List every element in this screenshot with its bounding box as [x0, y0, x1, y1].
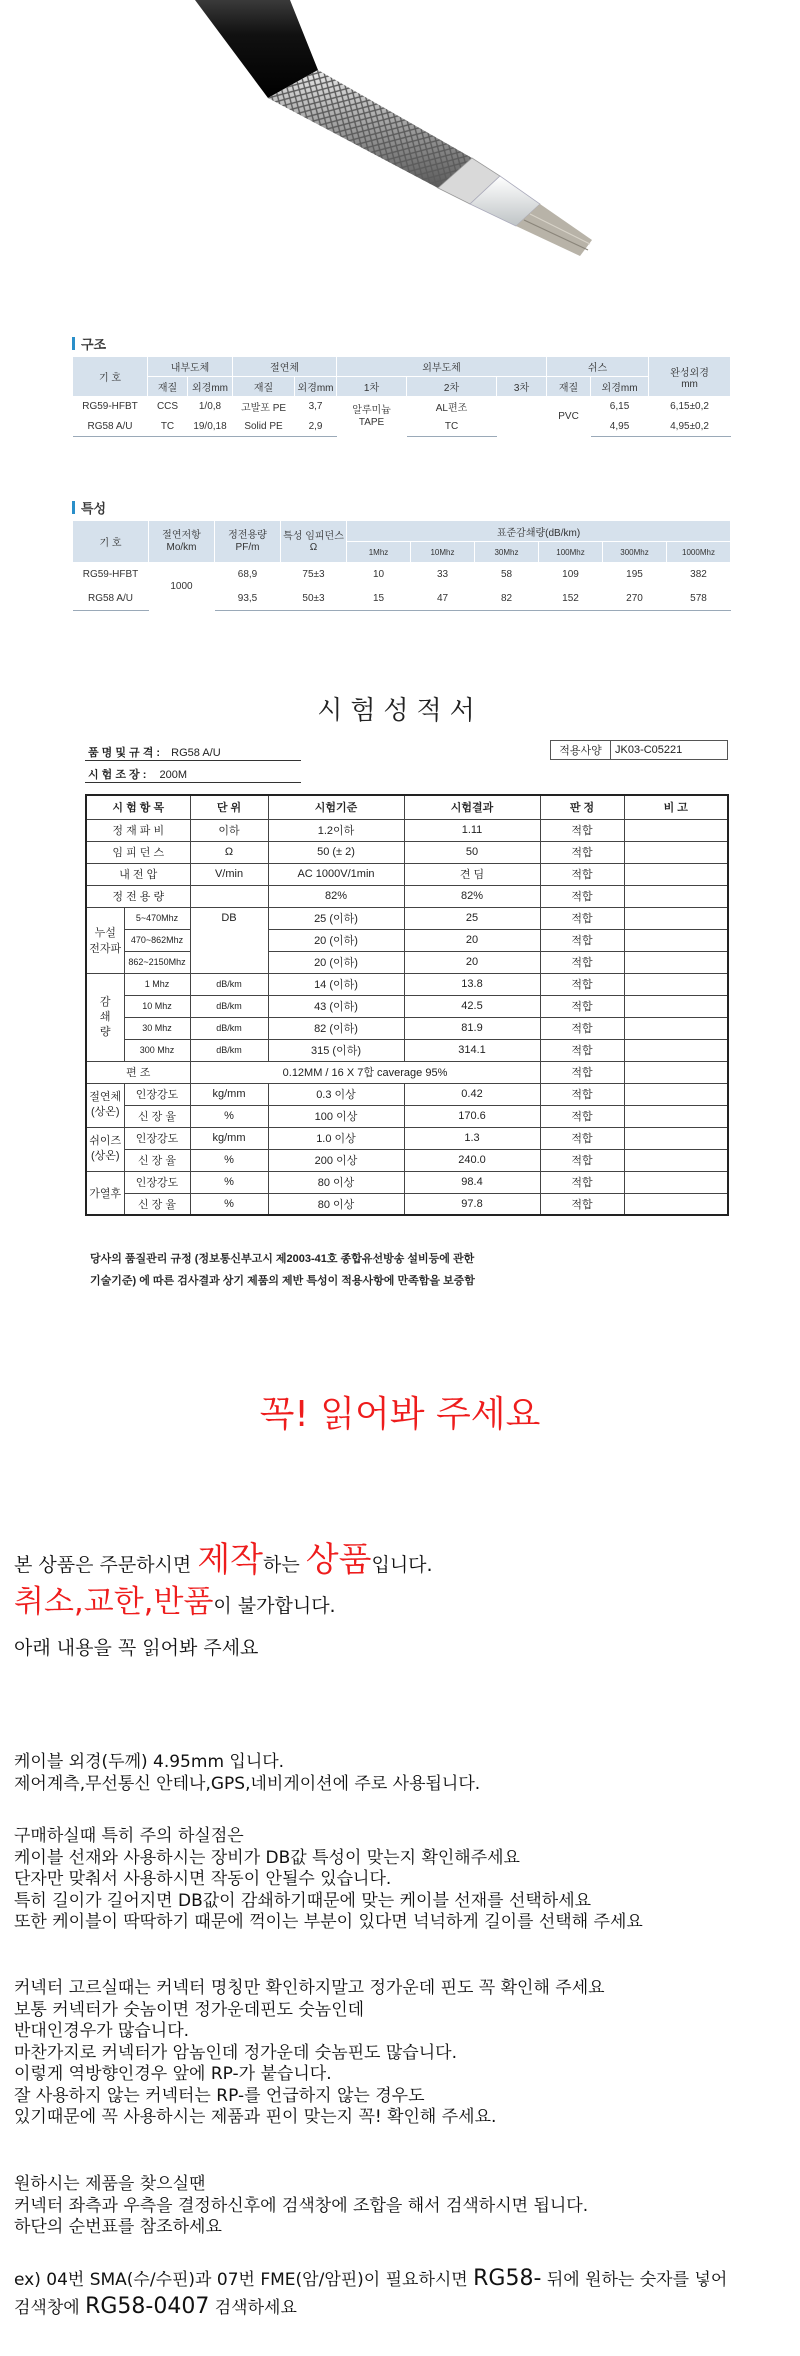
cell: 인장강도: [124, 1171, 190, 1193]
cell: [624, 995, 728, 1017]
text-line: 케이블 선재와 사용하시는 장비가 DB값 특성이 맞는지 확인해주세요: [14, 1847, 520, 1868]
structure-section-title: [72, 334, 106, 353]
paragraph-connector: [14, 1978, 605, 2129]
cell: 10 Mhz: [124, 995, 190, 1017]
table-row: [86, 1039, 728, 1061]
col-resistance: [149, 521, 215, 563]
read-below-line: 아래 내용을 꼭 읽어봐 주세요: [14, 1637, 259, 1659]
table-row: [86, 1171, 728, 1193]
cable-shape: [195, 0, 592, 256]
text-line: 반대인경우가 많습니다.: [14, 2021, 190, 2041]
cell: 42.5: [404, 995, 540, 1017]
text-line: [14, 2268, 727, 2292]
cell: 알루미늄 TAPE: [337, 397, 407, 437]
cell: 적합: [540, 1061, 624, 1083]
table-row: [86, 995, 728, 1017]
cell: 내 전 압: [86, 863, 190, 885]
sub-od: 외경mm: [295, 377, 337, 397]
text-line: 이렇게 역방향인경우 앞에 RP-가 붙습니다.: [14, 2064, 332, 2084]
cell: 4,95: [591, 417, 649, 437]
table-row: [86, 863, 728, 885]
certificate-table: [85, 794, 729, 1216]
cell: 20 (이하): [268, 951, 404, 973]
col-finished: [649, 357, 731, 397]
cell: 15: [347, 587, 411, 611]
length-label: 시 험 조 장 :: [88, 769, 147, 781]
cell: [624, 863, 728, 885]
table-row: [86, 907, 728, 929]
cell: V/min: [190, 863, 268, 885]
cell: 1/0,8: [188, 397, 233, 417]
col-insulation: 절연체: [233, 357, 337, 377]
impedance-unit: Ω: [309, 541, 318, 553]
cell: 82%: [268, 885, 404, 907]
text: 뒤에 원하는 숫자를 넣어: [541, 2270, 728, 2290]
cell: 80 이상: [268, 1171, 404, 1193]
freq-header: 1Mhz: [347, 542, 411, 563]
cell: 97.8: [404, 1193, 540, 1215]
freq-header: 30Mhz: [475, 542, 539, 563]
text-line: 하단의 순번표를 참조하세요: [14, 2217, 222, 2237]
text-line: 원하시는 제품을 찾으실땐: [14, 2174, 206, 2194]
cell: 195: [603, 563, 667, 587]
paragraph-caution: [14, 1826, 643, 1934]
cell: 170.6: [404, 1105, 540, 1127]
group-cell: 쉬이즈 (상온): [86, 1127, 124, 1171]
standard-label: 적용사양: [551, 741, 611, 759]
text-line: 커넥터 고르실때는 커넥터 명칭만 확인하지말고 정가운데 핀도 꼭 확인해 주세요: [14, 1978, 605, 1998]
text-line: 특히 길이가 길어지면 DB값이 감쇄하기때문에 맞는 케이블 선재를 선택하세요: [14, 1890, 592, 1911]
cell: 적합: [540, 907, 624, 929]
cell: 1 Mhz: [124, 973, 190, 995]
text: 검색하세요: [209, 2297, 297, 2318]
cell: 신 장 율: [124, 1193, 190, 1215]
cell: 고발포 PE: [233, 397, 295, 417]
cell: 100 이상: [268, 1105, 404, 1127]
cell: [624, 951, 728, 973]
sub-material: 재질: [148, 377, 188, 397]
cell: 20 (이하): [268, 929, 404, 951]
cell: dB/km: [190, 1017, 268, 1039]
structure-title-text: 구조: [81, 338, 107, 353]
cell: PVC: [547, 397, 591, 437]
standard-value: JK03-C05221: [615, 744, 683, 756]
text-line: 마찬가지로 커넥터가 암놈인데 정가운데 숫놈핀도 많습니다.: [14, 2042, 457, 2063]
characteristics-table: [72, 520, 731, 611]
cell: 1000: [149, 563, 215, 611]
cell: RG58 A/U: [73, 417, 148, 437]
text-line: 커넥터 좌측과 우측을 결정하신후에 검색창에 조합을 해서 검색하시면 됩니다.: [14, 2195, 589, 2216]
structure-table: [72, 356, 731, 437]
divider: [85, 782, 301, 783]
cell: 470~862Mhz: [124, 929, 190, 951]
cell: dB/km: [190, 995, 268, 1017]
cell: 382: [667, 563, 731, 587]
finished-label: 완성외경: [670, 367, 709, 379]
cell: 300 Mhz: [124, 1039, 190, 1061]
cell: 315 (이하): [268, 1039, 404, 1061]
cell: 13.8: [404, 973, 540, 995]
cell: 68,9: [215, 563, 281, 587]
table-row: [86, 973, 728, 995]
table-row: [86, 1017, 728, 1039]
cell: 6,15±0,2: [649, 397, 731, 417]
cell: 5~470Mhz: [124, 907, 190, 929]
table-row: [86, 1149, 728, 1171]
text-line: [14, 2293, 727, 2320]
product-value: RG58 A/U: [171, 747, 221, 759]
table-row: [86, 1083, 728, 1105]
cell: [624, 1149, 728, 1171]
cell: 적합: [540, 1149, 624, 1171]
col-code: 기 호: [73, 357, 148, 397]
cell: [624, 1105, 728, 1127]
product-info: [88, 744, 221, 760]
cell: 신 장 율: [124, 1149, 190, 1171]
divider: [85, 760, 301, 761]
cell: [624, 973, 728, 995]
cell: kg/mm: [190, 1083, 268, 1105]
cell: 30 Mhz: [124, 1017, 190, 1039]
section-marker-icon: [72, 501, 75, 514]
freq-header: 10Mhz: [411, 542, 475, 563]
resistance-label: 절연저항: [162, 529, 201, 541]
cell: 1.11: [404, 819, 540, 841]
cell: 6,15: [591, 397, 649, 417]
freq-header: 1000Mhz: [667, 542, 731, 563]
cell: 0.3 이상: [268, 1083, 404, 1105]
cell: 적합: [540, 885, 624, 907]
cell: 75±3: [281, 563, 347, 587]
header-cell: 단 위: [190, 795, 268, 819]
table-row: [86, 819, 728, 841]
cell: 862~2150Mhz: [124, 951, 190, 973]
cell: RG58 A/U: [73, 587, 149, 611]
text-line: 보통 커넥터가 숫놈이면 정가운데핀도 숫놈인데: [14, 1999, 365, 2020]
cell: 적합: [540, 1039, 624, 1061]
col-code: 기 호: [73, 521, 149, 563]
text-line: 구매하실때 특히 주의 하실점은: [14, 1826, 244, 1846]
cell: 정 전 용 량: [86, 885, 190, 907]
text-line: 또한 케이블이 딱딱하기 때문에 꺽이는 부분이 있다면 넉넉하게 길이를 선택해 주세요: [14, 1912, 643, 1932]
cell: [190, 885, 268, 907]
cell: 50±3: [281, 587, 347, 611]
resistance-unit: Mo/km: [166, 541, 197, 553]
no-refund-line: [14, 1584, 336, 1620]
characteristics-title-text: 특성: [81, 502, 107, 517]
cell: 적합: [540, 1105, 624, 1127]
text-line: 단자만 맞춰서 사용하시면 작동이 안될수 있습니다.: [14, 1869, 392, 1889]
table-row: [86, 1105, 728, 1127]
cell: 10: [347, 563, 411, 587]
freq-header: 300Mhz: [603, 542, 667, 563]
cell: 적합: [540, 841, 624, 863]
cell: 314.1: [404, 1039, 540, 1061]
cell: 0.12MM / 16 X 7합 caverage 95%: [190, 1061, 540, 1083]
cell: [624, 841, 728, 863]
cell: 적합: [540, 951, 624, 973]
cell: 82 (이하): [268, 1017, 404, 1039]
group-cell: 가열후: [86, 1171, 124, 1215]
cell: 47: [411, 587, 475, 611]
text-line: 있기때문에 꼭 사용하시는 제품과 핀이 맞는지 꼭! 확인해 주세요.: [14, 2107, 497, 2127]
text-line: 제어계측,무선통신 안테나,GPS,네비게이션에 주로 사용됩니다.: [14, 1773, 481, 1794]
cell: TC: [407, 417, 497, 437]
cell: AL편조: [407, 397, 497, 417]
header-cell: 비 고: [624, 795, 728, 819]
text: ex) 04번 SMA(수/수핀)과 07번 FME(암/암핀)이 필요하시면: [14, 2270, 474, 2290]
header-cell: 시험기준: [268, 795, 404, 819]
text: 하는: [263, 1554, 306, 1576]
paragraph-example: [14, 2268, 727, 2319]
cell: 적합: [540, 1017, 624, 1039]
sub-od: 외경mm: [591, 377, 649, 397]
group-cell: 누설 전자파: [86, 907, 124, 973]
cell: 50 (± 2): [268, 841, 404, 863]
cell: 0.42: [404, 1083, 540, 1105]
cell: %: [190, 1105, 268, 1127]
cell: %: [190, 1171, 268, 1193]
cell: 19/0,18: [188, 417, 233, 437]
certificate-footer: [90, 1248, 730, 1292]
length-info: [88, 766, 187, 782]
cell: 4,95±0,2: [649, 417, 731, 437]
cell: 578: [667, 587, 731, 611]
cell: 270: [603, 587, 667, 611]
cell: 240.0: [404, 1149, 540, 1171]
col-outer: 외부도체: [337, 357, 547, 377]
cell: [624, 1017, 728, 1039]
cell: 정 재 파 비: [86, 819, 190, 841]
capacitance-label: 정전용량: [228, 529, 267, 541]
cell: 98.4: [404, 1171, 540, 1193]
text-emphasis: RG58-: [473, 2266, 542, 2291]
cell: dB/km: [190, 1039, 268, 1061]
table-row: [73, 397, 731, 417]
cell: Solid PE: [233, 417, 295, 437]
cell: [624, 1127, 728, 1149]
characteristics-section-title: [72, 498, 106, 517]
cell: Ω: [190, 841, 268, 863]
text: 이 불가합니다.: [213, 1595, 336, 1617]
table-row: [86, 841, 728, 863]
cell: [624, 819, 728, 841]
table-row: [86, 951, 728, 973]
freq-header: 100Mhz: [539, 542, 603, 563]
cell: RG59-HFBT: [73, 563, 149, 587]
text-emphasis: RG58-0407: [85, 2293, 210, 2319]
cell: 적합: [540, 1193, 624, 1215]
table-row: [73, 563, 731, 587]
cell: 신 장 율: [124, 1105, 190, 1127]
cell: TC: [148, 417, 188, 437]
cell: AC 1000V/1min: [268, 863, 404, 885]
cell: 인장강도: [124, 1127, 190, 1149]
cell: [624, 885, 728, 907]
sub-material: 재질: [233, 377, 295, 397]
table-header: [86, 795, 728, 819]
cell: [624, 1193, 728, 1215]
cell: 43 (이하): [268, 995, 404, 1017]
impedance-label: 특성 임피던스: [283, 530, 344, 542]
col-capacitance: [215, 521, 281, 563]
cell: %: [190, 1149, 268, 1171]
cell: [624, 1061, 728, 1083]
text-line: 잘 사용하지 않는 커넥터는 RP-를 언급하지 않는 경우도: [14, 2085, 425, 2106]
cell: 25: [404, 907, 540, 929]
cell: dB/km: [190, 973, 268, 995]
cell: 2,9: [295, 417, 337, 437]
length-value: 200M: [159, 769, 187, 781]
cell: 1.0 이상: [268, 1127, 404, 1149]
cell: 1.3: [404, 1127, 540, 1149]
cell: 93,5: [215, 587, 281, 611]
cell: 임 피 던 스: [86, 841, 190, 863]
capacitance-unit: PF/m: [235, 541, 260, 553]
sub-material: 재질: [547, 377, 591, 397]
col-attenuation: 표준감쇄량(dB/km): [347, 521, 731, 542]
sub-third: 3차: [497, 377, 547, 397]
cable-image: [0, 0, 800, 300]
text: 검색창에: [14, 2297, 86, 2318]
col-sheath: 쉬스: [547, 357, 649, 377]
group-cell: 절연체 (상온): [86, 1083, 124, 1127]
footer-line: 당사의 품질관리 규정 (정보통신부고시 제2003-41호 종합유선방송 설비등에 관한: [90, 1253, 475, 1265]
cell: 견 딤: [404, 863, 540, 885]
cell: 적합: [540, 929, 624, 951]
cell: [624, 907, 728, 929]
cell: 인장강도: [124, 1083, 190, 1105]
header-cell: 시험결과: [404, 795, 540, 819]
notice-heading: 꼭! 읽어봐 주세요: [259, 1394, 541, 1435]
table-row: [86, 1061, 728, 1083]
cell: DB: [190, 907, 268, 973]
text: 본 상품은 주문하시면: [14, 1554, 198, 1576]
cell: 33: [411, 563, 475, 587]
footer-line: 기술기준) 에 따른 검사결과 상기 제품의 제반 특성이 적용사항에 만족함을 보증함: [90, 1275, 475, 1287]
group-cell: 감쇄량: [86, 973, 124, 1061]
cell: 적합: [540, 973, 624, 995]
paragraph-spec: [14, 1752, 480, 1795]
cell: 152: [539, 587, 603, 611]
section-marker-icon: [72, 337, 75, 350]
standard-box: [550, 740, 728, 760]
text-emphasis: 제작: [197, 1540, 264, 1580]
cell: RG59-HFBT: [73, 397, 148, 417]
product-label: 품 명 및 규 격 :: [88, 747, 161, 759]
cell: 편 조: [86, 1061, 190, 1083]
table-row: [86, 929, 728, 951]
cell: 적합: [540, 1171, 624, 1193]
cell: 80 이상: [268, 1193, 404, 1215]
cell: 적합: [540, 995, 624, 1017]
cell: %: [190, 1193, 268, 1215]
cell: 적합: [540, 1127, 624, 1149]
cell: 50: [404, 841, 540, 863]
table-row: [86, 1193, 728, 1215]
cell: 58: [475, 563, 539, 587]
cell: CCS: [148, 397, 188, 417]
cell: 200 이상: [268, 1149, 404, 1171]
sub-od: 외경mm: [188, 377, 233, 397]
header-cell: 시 험 항 목: [86, 795, 190, 819]
cell: 81.9: [404, 1017, 540, 1039]
text-emphasis: 취소,교한,반품: [14, 1584, 214, 1620]
text: 입니다.: [371, 1554, 433, 1576]
cell: 적합: [540, 819, 624, 841]
paragraph-search: [14, 2174, 588, 2239]
certificate-title: 시험성적서: [317, 696, 483, 726]
table-row: [86, 885, 728, 907]
cell: [497, 397, 547, 437]
cell: 25 (이하): [268, 907, 404, 929]
cell: [624, 1171, 728, 1193]
cell: 109: [539, 563, 603, 587]
cell: 20: [404, 951, 540, 973]
text-line: 케이블 외경(두께) 4.95mm 입니다.: [14, 1752, 285, 1772]
cell: [624, 1039, 728, 1061]
col-inner: 내부도체: [148, 357, 233, 377]
sub-first: 1차: [337, 377, 407, 397]
cell: [624, 1083, 728, 1105]
cell: 이하: [190, 819, 268, 841]
cell: 82%: [404, 885, 540, 907]
cell: 14 (이하): [268, 973, 404, 995]
cell: kg/mm: [190, 1127, 268, 1149]
col-impedance: [281, 521, 347, 563]
text-emphasis: 상품: [305, 1540, 372, 1580]
sub-second: 2차: [407, 377, 497, 397]
finished-unit: mm: [681, 378, 698, 390]
cell: 20: [404, 929, 540, 951]
cell: 적합: [540, 863, 624, 885]
header-cell: 판 정: [540, 795, 624, 819]
cell: 1.2이하: [268, 819, 404, 841]
cell: [624, 929, 728, 951]
table-row: [86, 1127, 728, 1149]
cell: 82: [475, 587, 539, 611]
cell: 적합: [540, 1083, 624, 1105]
cell: 3,7: [295, 397, 337, 417]
made-to-order-line: [14, 1540, 433, 1580]
